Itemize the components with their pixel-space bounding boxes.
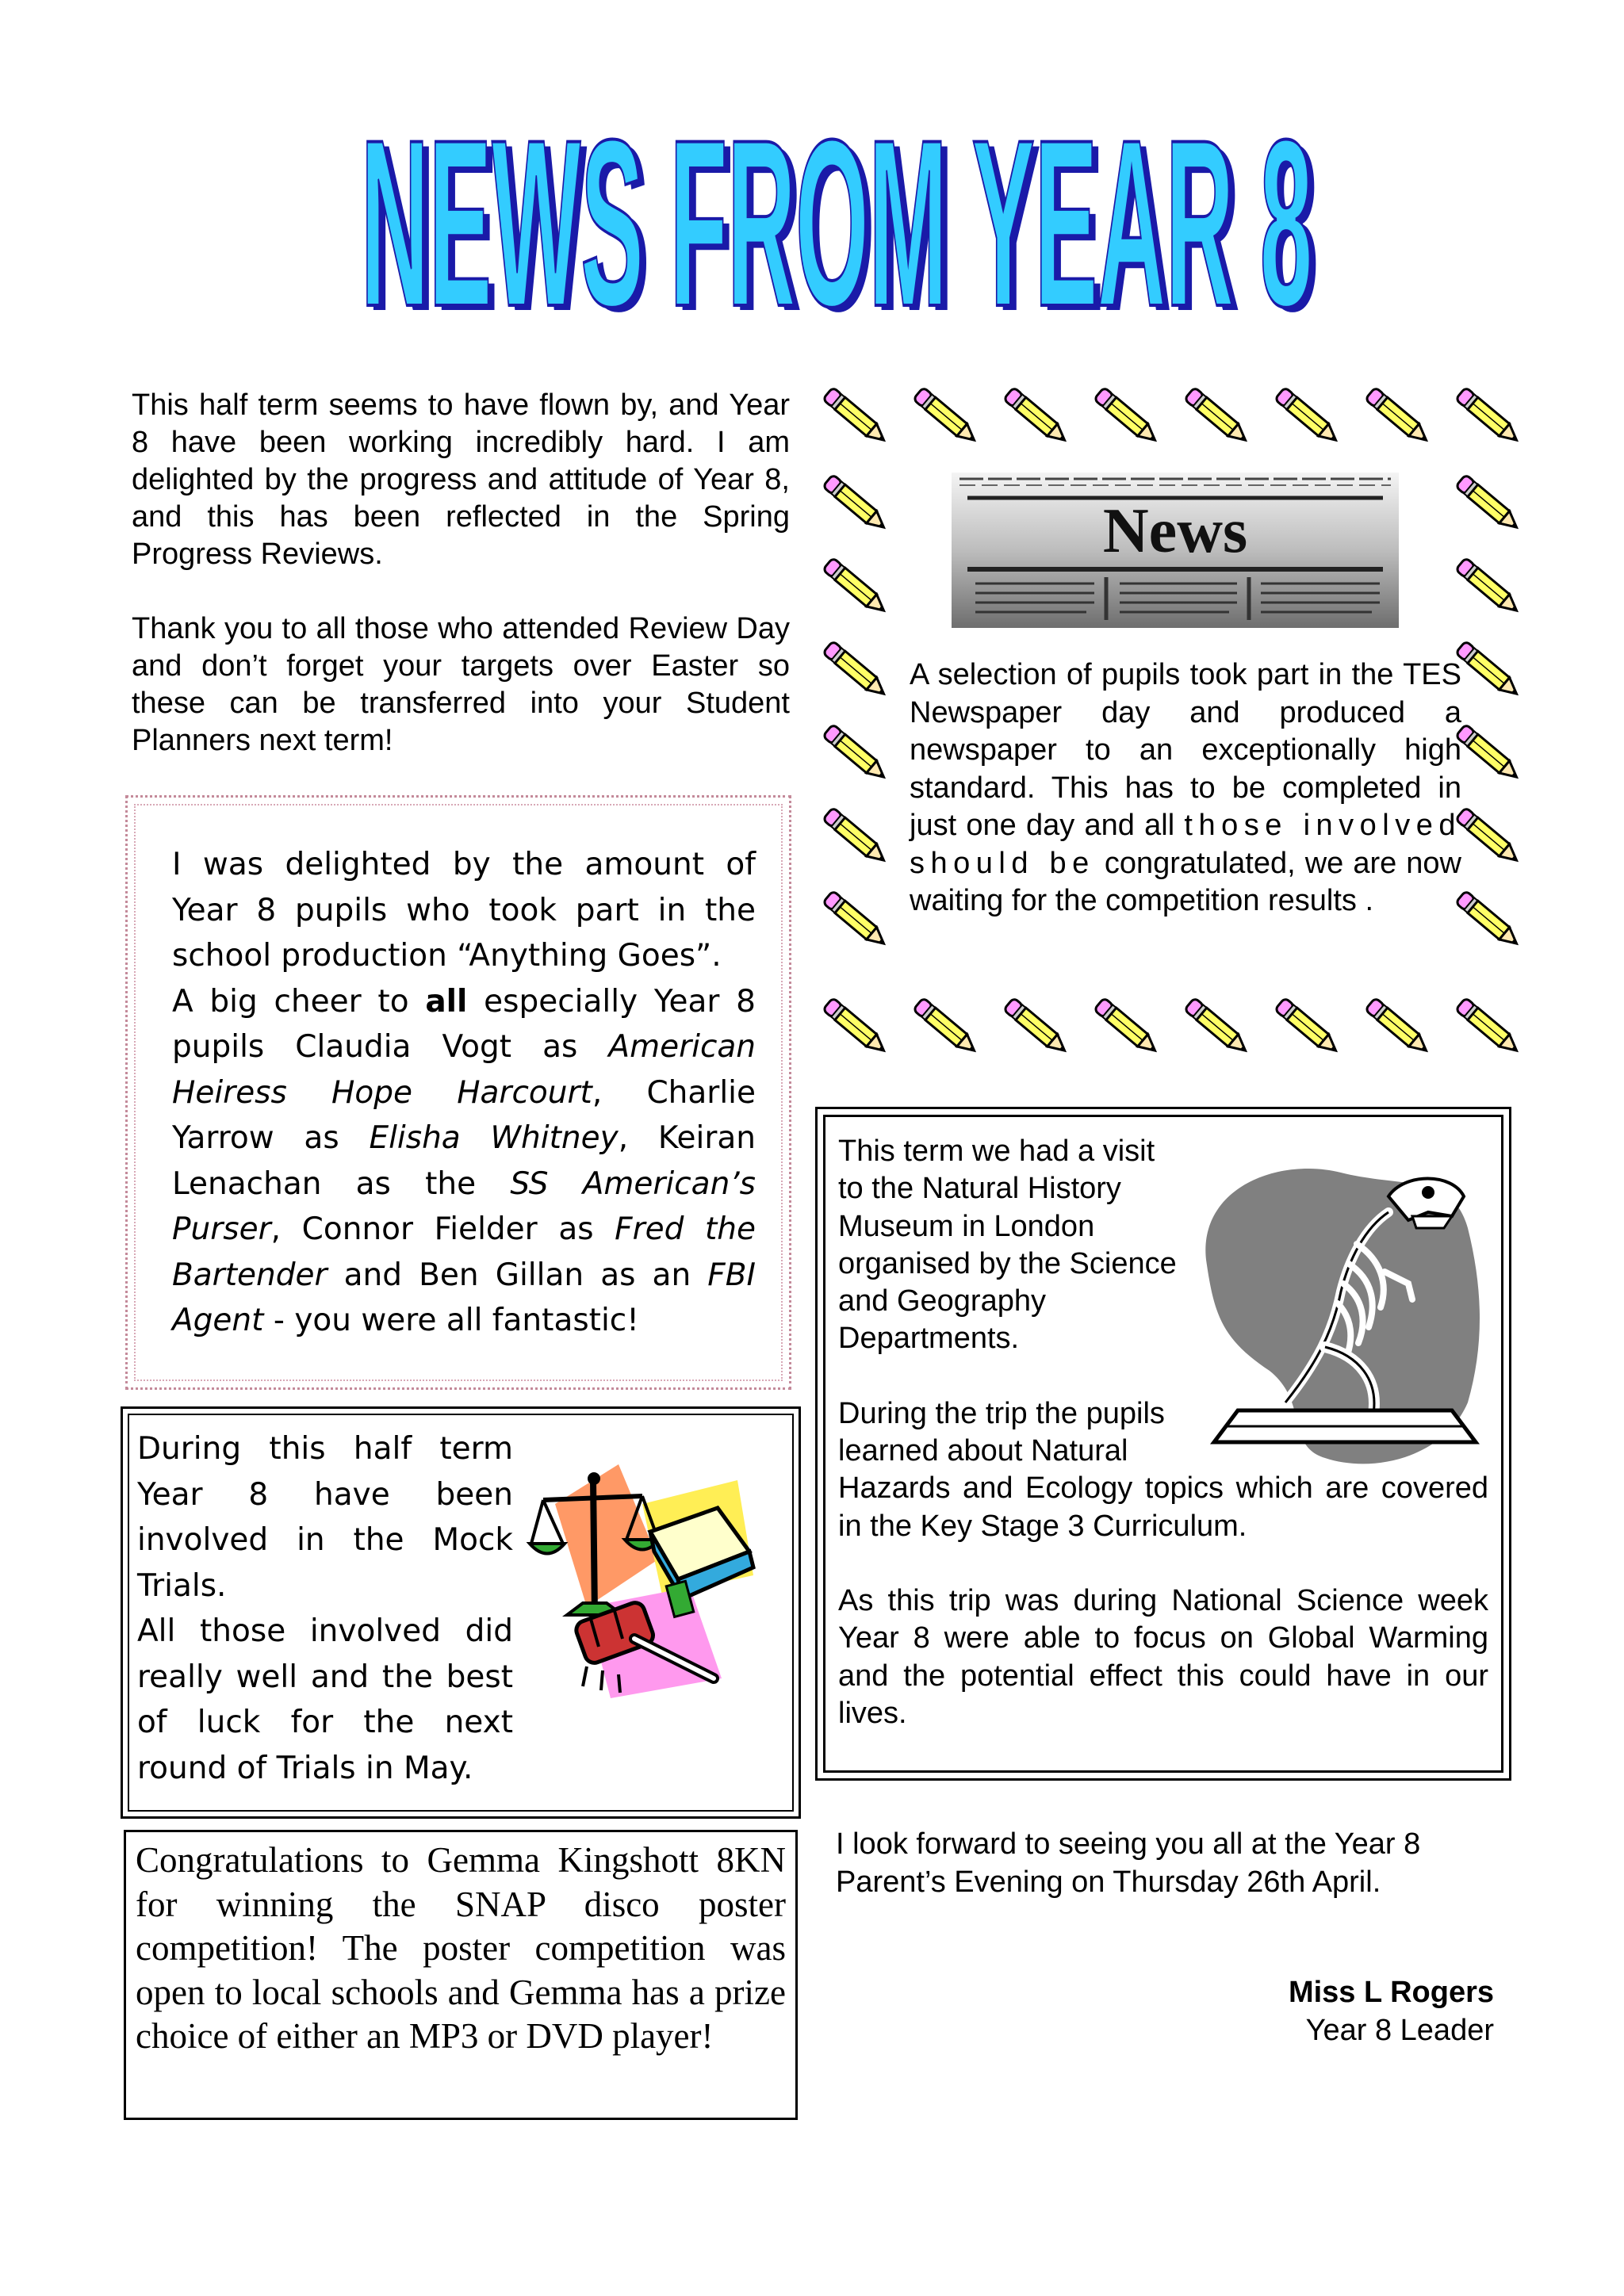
- mock-trials-box: [121, 1406, 801, 1819]
- cheer-text-2: especially Year 8 pupils Claudia Vogt as: [172, 983, 756, 1065]
- production-text: [172, 842, 756, 1344]
- tes-newspaper-text: [910, 656, 1461, 920]
- role-4: Fred the Bartender: [172, 1211, 756, 1293]
- pencil-icon: [1456, 807, 1522, 866]
- museum-trip-text: [838, 1133, 1488, 1732]
- closing-paragraph: I look forward to seeing you all at the Year 8 Parent’s Evening on Thursday 26th April.: [836, 1827, 1421, 1899]
- role-2: Elisha Whitney: [369, 1120, 619, 1156]
- role-3: SS American’s Purser: [172, 1165, 756, 1247]
- closing-text: [836, 1826, 1494, 1901]
- pencil-icon: [823, 807, 889, 866]
- museum-paragraph-2a: During the trip the pupils learned about Natural: [838, 1396, 1165, 1468]
- cheer-text-4: , Keiran Lenachan as the: [172, 1120, 756, 1202]
- trials-paragraph-2: All those involved did really well and the best of luck for the next round of Trials in May.: [137, 1613, 513, 1786]
- museum-paragraph-2b: Hazards and Ecology topics which are covered in the Key Stage 3 Curriculum.: [838, 1471, 1488, 1543]
- cheer-text-6: and Ben Gillan as an: [327, 1257, 708, 1293]
- pencil-icon: [823, 557, 889, 616]
- pencil-icon: [1275, 387, 1341, 446]
- congratulations-text: Congratulations to Gemma Kingshott 8KN for winning the SNAP disco poster competition! The poster competition was open to local schools and Gemma has a prize choice of either an MP3 or DVD player!: [136, 1840, 786, 2056]
- signature-role: Year 8 Leader: [1305, 2013, 1494, 2047]
- tes-text-spaced: those involved should be: [910, 809, 1462, 880]
- scales-book-gavel-icon: [523, 1448, 761, 1710]
- pencil-icon: [1185, 387, 1251, 446]
- pencil-icon: [1004, 387, 1070, 446]
- title-shadow: NEWS FROM YEAR 8: [367, 94, 1319, 337]
- title-text: NEWS FROM YEAR 8: [361, 90, 1312, 337]
- pencil-icon: [1365, 387, 1431, 446]
- pencil-icon: [1456, 387, 1522, 446]
- museum-paragraph-3: As this trip was during National Science week Year 8 were able to focus on Global Warming and the potential effect this could have in our lives.: [838, 1583, 1488, 1730]
- mock-trials-text: [137, 1426, 513, 1791]
- pencil-icon: [1456, 474, 1522, 533]
- role-1: American Heiress Hope Harcourt: [172, 1029, 756, 1111]
- pencil-icon: [823, 890, 889, 949]
- trials-paragraph-1: During this half term Year 8 have been involved in the Mock Trials.: [137, 1431, 513, 1604]
- cheer-text-3: , Charlie Yarrow as: [172, 1074, 756, 1156]
- cheer-text: A big cheer to: [172, 983, 426, 1020]
- news-logo-text: News: [1102, 496, 1248, 566]
- cheer-text-5: , Connor Fielder as: [270, 1211, 615, 1247]
- pencil-icon: [1456, 641, 1522, 699]
- pencil-icon: [1094, 387, 1160, 446]
- pencil-icon: [823, 641, 889, 699]
- pencil-icon: [823, 724, 889, 783]
- newsletter-title: [341, 75, 1332, 337]
- congratulations-box: [124, 1830, 798, 2120]
- pencil-icon: [1004, 997, 1070, 1056]
- tes-text-b: congratulated, we are now waiting for the competition results .: [910, 846, 1461, 917]
- intro-section: [132, 387, 790, 760]
- production-cheer: [172, 979, 756, 1344]
- production-box: [125, 795, 791, 1390]
- signature-name: Miss L Rogers: [1288, 1976, 1494, 2009]
- production-intro: I was delighted by the amount of Year 8 pupils who took part in the school production “Anything Goes”.: [172, 847, 756, 974]
- pencil-icon: [823, 387, 889, 446]
- pencil-icon: [1094, 997, 1160, 1056]
- cheer-text-7: - you were all fantastic!: [263, 1303, 639, 1338]
- newspaper-section: [817, 379, 1530, 1069]
- pencil-icon: [1275, 997, 1341, 1056]
- pencil-icon: [1456, 890, 1522, 949]
- pencil-icon: [1456, 557, 1522, 616]
- museum-trip-box: [815, 1107, 1511, 1781]
- intro-paragraph-1: This half term seems to have flown by, and Year 8 have been working incredibly hard. I am delighted by the progress and attitude of Year 8, and this has been reflected in the Spring Progress Reviews.: [132, 388, 790, 571]
- pencil-icon: [914, 997, 979, 1056]
- pencil-icon: [914, 387, 979, 446]
- intro-paragraph-2: Thank you to all those who attended Review Day and don’t forget your targets over Easter so these can be transferred into your Student Planners next term!: [132, 612, 790, 757]
- pencil-icon: [1456, 724, 1522, 783]
- cheer-all: all: [425, 983, 468, 1020]
- pencil-icon: [1185, 997, 1251, 1056]
- news-logo-icon: [952, 473, 1399, 628]
- pencil-icon: [823, 474, 889, 533]
- pencil-icon: [823, 997, 889, 1056]
- role-5: FBI Agent: [172, 1257, 756, 1338]
- pencil-icon: [1456, 997, 1522, 1056]
- museum-paragraph-1: This term we had a visit to the Natural History Museum in London organised by the Science and Geography Departments.: [838, 1135, 1177, 1356]
- pencil-icon: [1365, 997, 1431, 1056]
- tes-text-a: A selection of pupils took part in the TES Newspaper day and produced a newspaper to an exceptionally high standard. This has to be completed in just one day and all: [910, 658, 1461, 842]
- signature-block: [1289, 1974, 1494, 2049]
